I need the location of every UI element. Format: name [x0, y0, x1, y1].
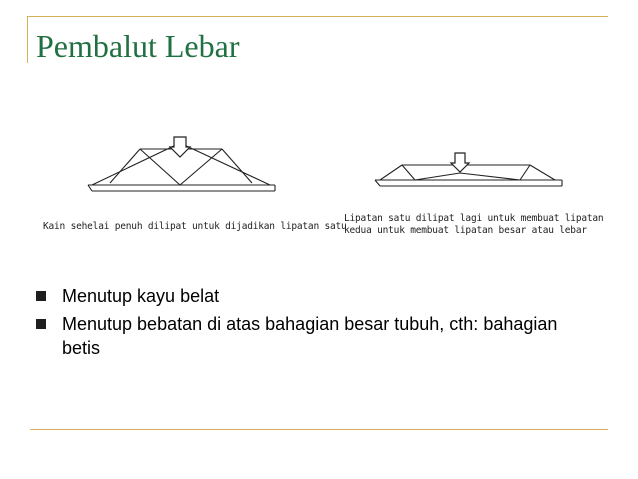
figure-caption-right: Lipatan satu dilipat lagi untuk membuat lipatan kedua untuk membuat lipatan besar atau lebar — [344, 213, 604, 237]
bullet-text: Menutup bebatan di atas bahagian besar tubuh, cth: bahagian betis — [62, 314, 558, 358]
page-title: Pembalut Lebar — [36, 28, 240, 64]
figure-caption-left: Kain sehelai penuh dilipat untuk dijadikan lipatan satu — [43, 221, 347, 232]
frame-line-left — [27, 16, 28, 63]
list-item — [36, 284, 596, 308]
frame-line-bottom — [30, 429, 608, 430]
bullet-list — [36, 284, 596, 364]
fold-arrow-icon — [170, 137, 190, 157]
list-item — [36, 312, 596, 360]
bullet-text: Menutup kayu belat — [62, 286, 220, 306]
square-bullet-icon — [36, 291, 46, 301]
fold-arrow-icon — [451, 153, 469, 172]
frame-line-top — [27, 16, 608, 17]
fold-two-diagram — [375, 165, 562, 186]
square-bullet-icon — [36, 319, 46, 329]
